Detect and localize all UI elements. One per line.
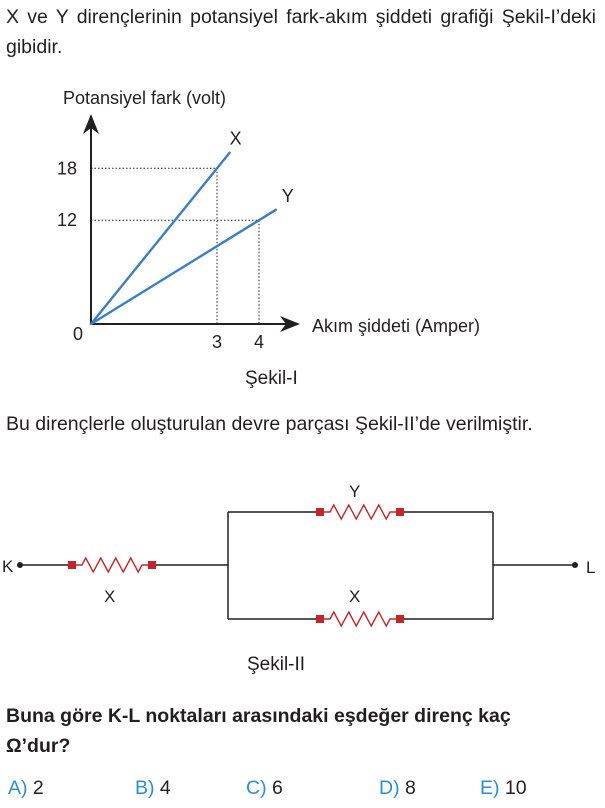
bottom-resistor-label: X [349,587,361,606]
terminal-k-dot [17,562,23,568]
choice-e[interactable]: E) 10 [480,777,527,799]
question-line-1: Buna göre K-L noktaları arasındaki eşdeğer direnç kaç [6,705,511,727]
answer-choices [0,777,605,807]
terminal-l-label: L [586,558,596,577]
terminal-k-label: K [2,557,14,576]
choice-b[interactable]: B) 4 [135,777,171,799]
intro-paragraph: X ve Y dirençlerinin potansiyel fark-akım şiddeti grafiği Şekil-I’deki gibidir. [6,6,596,58]
choice-c[interactable]: C) 6 [246,777,283,799]
y-axis-label: Potansiyel fark (volt) [63,88,227,108]
terminal-l-dot [572,562,578,568]
origin-label: 0 [73,324,84,344]
question-text [6,701,596,761]
x-axis-label: Akım şiddeti (Amper) [312,316,481,336]
figure1-caption: Şekil-I [245,368,298,389]
resistor-series-x [68,558,156,572]
series-label-y: Y [281,185,294,206]
circuit-paragraph: Bu dirençlerle oluşturulan devre parçası Şekil-II’de verilmiştir. [6,413,533,435]
x-tick-label: 4 [253,332,265,352]
series-resistor-label: X [104,587,116,606]
figure2-caption: Şekil-II [247,654,306,675]
question-line-2: Ω’dur? [6,735,71,757]
resistor-parallel-x [316,612,404,626]
top-resistor-label: Y [349,482,361,501]
choice-a[interactable]: A) 2 [8,777,44,799]
series-label-x: X [229,128,242,149]
y-tick-label: 18 [56,158,77,179]
resistor-parallel-y [316,505,404,519]
choice-d[interactable]: D) 8 [379,777,416,799]
x-tick-label: 3 [211,332,223,352]
y-tick-label: 12 [56,210,77,231]
